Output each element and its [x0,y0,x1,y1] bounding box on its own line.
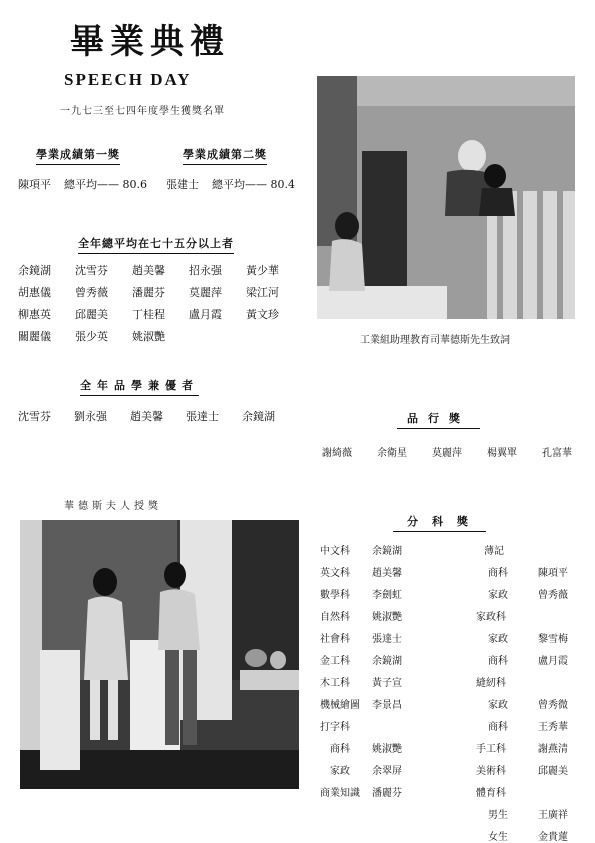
table-cell: 家政科 [476,612,506,623]
list-item: 招永强 [189,264,222,277]
table-cell: 潘麗芬 [372,788,402,799]
table-cell: 謝燕清 [538,744,568,755]
list-item: 趙美馨 [130,410,163,423]
table-cell: 商業知識 [320,788,360,799]
table-cell [538,608,595,623]
first-prize-heading: 學業成績第一獎 [36,146,120,165]
list-item: 邱麗美 [75,308,108,321]
table-cell: 薄記 [484,546,504,557]
list-item: 黃文珍 [246,308,279,321]
table-cell: 黃子宣 [372,678,402,689]
table-cell: 曾秀微 [538,700,568,711]
table-cell: 余鏡湖 [372,656,402,667]
table-cell: 余鏡湖 [372,546,402,557]
table-cell: 李劍虹 [372,590,402,601]
list-item: 曾秀薇 [75,286,108,299]
list-item: 梁江河 [246,286,279,299]
table-cell: 金工科 [320,656,350,667]
list-item: 沈雪芬 [18,410,51,423]
table-cell: 王廣祥 [538,810,568,821]
award-photo-caption: 華德斯夫人授獎 [64,501,162,512]
list-item: 余鏡湖 [18,264,51,277]
list-item: 張達士 [186,410,219,423]
table-cell: 家政 [488,634,508,645]
table-cell: 余翠屏 [372,766,402,777]
list-item: 劉永强 [74,410,107,423]
table-cell [320,828,372,843]
second-prize-heading: 學業成績第二獎 [183,146,267,165]
list-item: 胡惠儀 [18,286,51,299]
list-item: 孔富華 [542,448,572,459]
subject-award-heading: 分科獎 [393,513,486,532]
second-prize-score: 總平均—— 80.4 [212,178,295,191]
overall-75-list [18,262,303,344]
list-item: 余鏡湖 [242,410,275,423]
table-cell: 數學科 [320,590,350,601]
table-cell: 美術科 [476,766,506,777]
list-item: 盧月霞 [189,308,222,321]
table-cell: 手工科 [476,744,506,755]
list-item: 張少英 [75,330,108,343]
list-item: 莫麗萍 [432,448,462,459]
first-prize-name: 陳項平 [18,178,51,191]
table-cell: 打字科 [320,722,350,733]
table-cell: 曾秀薇 [538,590,568,601]
table-cell [538,674,595,689]
table-cell: 家政 [330,766,350,777]
list-item: 丁桂程 [132,308,165,321]
list-item: 潘麗芬 [132,286,165,299]
table-cell: 姚淑艷 [372,612,402,623]
list-item: 莫麗萍 [189,286,222,299]
first-prize-score: 總平均—— 80.6 [64,178,147,191]
table-cell: 英文科 [320,568,350,579]
table-cell: 社會科 [320,634,350,645]
list-item: 黃少華 [246,264,279,277]
table-cell: 體育科 [476,788,506,799]
page-title: 畢業典禮 [70,22,230,62]
conduct-award-heading: 品行獎 [397,410,480,429]
table-cell [372,828,476,843]
table-cell: 張達士 [372,634,402,645]
table-cell: 姚淑艷 [372,744,402,755]
conduct-award-list [322,444,595,459]
table-cell: 縫紉科 [476,678,506,689]
table-cell: 機械繪圖 [320,700,360,711]
table-cell [320,806,372,821]
table-cell [538,542,595,557]
table-cell [538,784,595,799]
table-cell: 木工科 [320,678,350,689]
table-cell: 黎雪梅 [538,634,568,645]
overall-75-heading: 全年總平均在七十五分以上者 [78,235,234,254]
table-cell: 家政 [488,700,508,711]
table-cell: 女生 [488,832,508,843]
table-cell: 盧月霞 [538,656,568,667]
list-item: 關麗儀 [18,330,51,343]
table-cell: 商科 [488,656,508,667]
table-cell: 商科 [330,744,350,755]
list-item: 姚淑艷 [132,330,165,343]
table-cell: 邱麗美 [538,766,568,777]
table-cell [372,806,476,821]
table-cell: 趙美馨 [372,568,402,579]
table-cell: 商科 [488,568,508,579]
list-item: 余衛星 [377,448,407,459]
conduct-study-heading: 全年品學兼優者 [80,377,199,396]
list-item: 沈雪芬 [75,264,108,277]
conduct-study-list [18,408,298,424]
list-item: 趙美馨 [132,264,165,277]
award-photo [20,520,299,789]
table-cell: 陳項平 [538,568,568,579]
table-cell: 王秀華 [538,722,568,733]
page-title-english: SPEECH DAY [64,70,192,89]
list-item: 楊翼單 [487,448,517,459]
table-cell: 李景昌 [372,700,402,711]
speech-photo-caption: 工業組助理教育司華德斯先生致詞 [360,335,510,346]
list-item: 柳惠英 [18,308,51,321]
table-cell: 家政 [488,590,508,601]
second-prize-name: 張建士 [166,178,199,191]
table-cell [372,718,476,733]
table-cell: 自然科 [320,612,350,623]
page-subtitle: 一九七三至七四年度學生獲獎名單 [60,106,225,117]
table-cell: 商科 [488,722,508,733]
speech-photo [317,76,575,319]
table-cell: 金貴蓮 [538,832,568,843]
subject-award-table [320,542,595,843]
list-item: 謝綺薇 [322,448,352,459]
speech-photo-image [317,76,575,319]
table-cell: 中文科 [320,546,350,557]
table-cell: 男生 [488,810,508,821]
award-photo-image [20,520,299,789]
